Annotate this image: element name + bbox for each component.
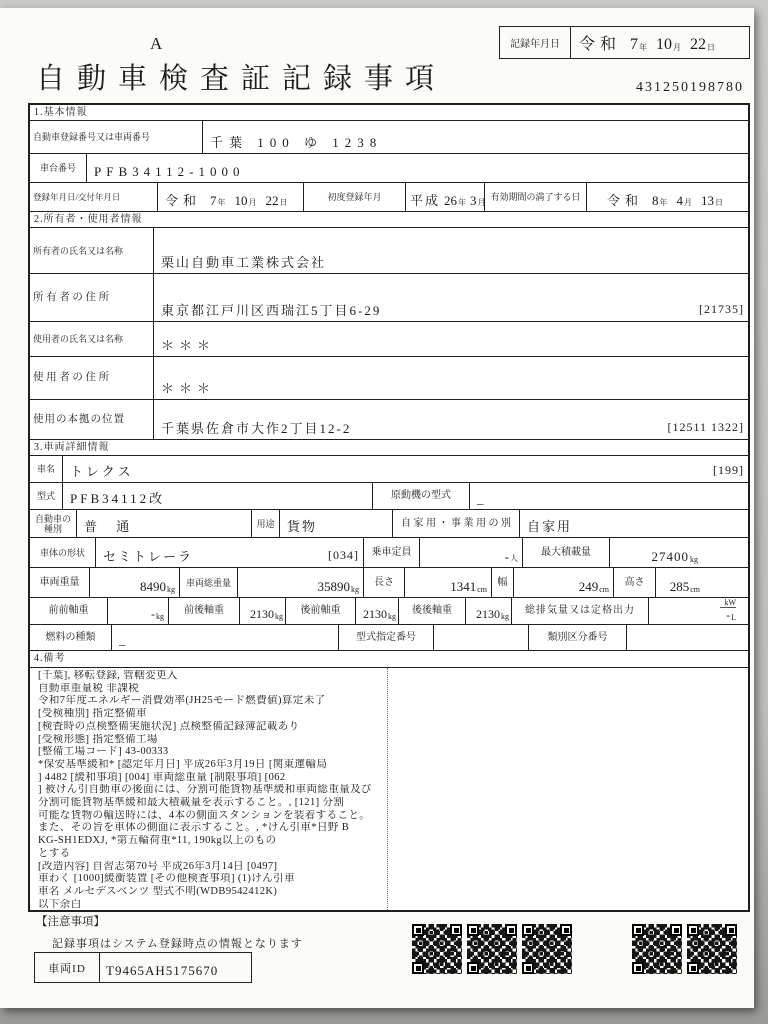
- displacement-label: 総排気量又は定格出力: [512, 598, 649, 624]
- vehicle-weight-label: 車両重量: [30, 568, 90, 597]
- remarks-text: [千葉], 移転登録, 管轄変更入 自動車重量税 非課税 令和7年度エネルギー消費効率(JH25モード燃費値)算定未了 [受検種別] 指定整備車 [検査時の点検整備実施状況] 点検整備記録簿記載あり [受検形態] 指定整備工場 [整備工場コード] 43-00333 *保安基準緩和* [認定年月日] 平成26年3月19日 [関東運輸局 ] 4482 [緩和事項] [004] 車両総重量 [制限事項] [062 ] 被けん引自動車の後面には、分割可能貨物基準緩和車両総重量及び 分割可能貨物基準緩和最大積載量を表示すること。, [121] 分割 可能な貨物の輸送時には、4本の側面スタンションを装着すること。 また、その旨を車体の側面に表示すること。, *けん引車*日野 B KG-SH1EDXJ, *第五輪荷重*11, 190kg以上のもの とする [改造内容] 自習志第70号 平成26年3月14日 [0497] 車わく [1000]緩衝装置 [その他検査事項] (1)けん引車 車名 メルセデスベンツ 型式不明(WDB9542412K) 以下余白: [30, 668, 388, 910]
- model-label: 型式: [30, 483, 63, 509]
- qr-code-icon: [412, 924, 462, 974]
- body-shape-row: [30, 538, 748, 568]
- chassis-number-label: 車台番号: [30, 154, 87, 182]
- body-shape-code: [034]: [328, 548, 359, 562]
- gross-weight-label: 車両総重量: [180, 568, 238, 597]
- axle-rr-value: 2130 kg: [466, 598, 512, 624]
- section-4-heading: 4.備考: [30, 651, 748, 668]
- axle-ff-label: 前前軸重: [30, 598, 108, 624]
- body-shape-value: セミトレーラ [034]: [96, 538, 364, 567]
- owner-name-value: 栗山自動車工業株式会社: [161, 255, 327, 270]
- remarks-area: [30, 668, 748, 910]
- user-name-row: [30, 322, 748, 357]
- user-name-label: 使用者の氏名又は名称: [30, 322, 154, 356]
- displacement-value: kW - L: [649, 598, 748, 624]
- section-1-heading: 1.基本情報: [30, 105, 748, 121]
- registration-date-label: 登録年月日/交付年月日: [30, 183, 158, 211]
- owner-address-row: [30, 274, 748, 322]
- length-label: 長さ: [364, 568, 405, 597]
- car-name-label: 車名: [30, 456, 63, 482]
- model-row: [30, 483, 748, 510]
- car-name-row: [30, 456, 748, 483]
- gross-weight-value: 35890 kg: [238, 568, 364, 597]
- fuel-value: _: [112, 625, 339, 650]
- base-location-value: 千葉県佐倉市大作2丁目12-2 [12511 1322]: [161, 420, 744, 436]
- document-number: 431250198780: [636, 80, 744, 95]
- category-number-label: 類別区分番号: [529, 625, 627, 650]
- chassis-number-row: [30, 154, 748, 183]
- owner-address-code: [21735]: [699, 302, 744, 316]
- type-designation-value: [434, 625, 529, 650]
- owner-address-value: 東京都江戸川区西瑞江5丁目6-29 [21735]: [161, 302, 744, 318]
- qr-code-group-right: [632, 924, 737, 974]
- width-label: 幅: [492, 568, 514, 597]
- record-date-label: 記録年月日: [500, 27, 571, 58]
- axle-ff-value: - kg: [108, 598, 169, 624]
- axle-rf-label: 後前軸重: [286, 598, 356, 624]
- record-date-era: 令和: [579, 36, 622, 53]
- owner-address-label: 所 有 者 の 住 所: [30, 274, 154, 321]
- qr-code-icon: [687, 924, 737, 974]
- owner-name-label: 所有者の氏名又は名称: [30, 228, 154, 273]
- expiry-date-value: 令和 8 年 4 月 13 日: [607, 193, 724, 208]
- width-value: 249 cm: [514, 568, 614, 597]
- use-value: 貨物: [280, 510, 393, 537]
- capacity-label: 乗車定員: [364, 538, 420, 567]
- body-shape-label: 車体の形状: [30, 538, 96, 567]
- document-title: 自動車検査証記録事項: [36, 63, 447, 95]
- vehicle-class-value: 普 通: [77, 510, 252, 537]
- user-address-label: 使 用 者 の 住 所: [30, 357, 154, 399]
- record-date-box: [499, 26, 750, 59]
- user-address-row: [30, 357, 748, 400]
- max-load-value: 27400 kg: [651, 549, 698, 564]
- record-date-value: 令和 7 年 10 月 22 日: [571, 27, 749, 58]
- qr-code-icon: [632, 924, 682, 974]
- registration-number-value: 千葉 100 ゆ 1238: [210, 135, 383, 150]
- fuel-row: [30, 625, 748, 651]
- base-location-code: [12511 1322]: [667, 420, 744, 434]
- weight-dimensions-row: [30, 568, 748, 598]
- document-page: [0, 8, 754, 1008]
- private-business-value: 自家用: [527, 519, 573, 534]
- axle-fr-label: 前後軸重: [169, 598, 240, 624]
- remarks-empty-column: [388, 668, 748, 910]
- capacity-value: - 人: [420, 538, 523, 567]
- engine-model-value: _: [477, 491, 484, 506]
- max-load-label: 最大積載量: [523, 538, 610, 567]
- registration-date-value: 令和 7 年 10 月 22 日: [158, 183, 304, 211]
- axle-rr-label: 後後軸重: [399, 598, 466, 624]
- base-location-row: [30, 400, 748, 440]
- notice-text: 記録事項はシステム登録時点の情報となります: [52, 938, 303, 950]
- vehicle-id-value: T9465AH5175670: [106, 963, 219, 978]
- axle-fr-value: 2130 kg: [240, 598, 286, 624]
- vehicle-weight-value: 8490 kg: [90, 568, 180, 597]
- corner-mark: A: [150, 34, 164, 53]
- registration-number-label: 自動車登録番号又は車両番号: [30, 121, 203, 153]
- type-designation-label: 型式指定番号: [339, 625, 434, 650]
- section-3-heading: 3.車両詳細情報: [30, 440, 748, 456]
- engine-model-label: 原動機の型式: [373, 483, 470, 509]
- registration-number-row: [30, 121, 748, 154]
- vehicle-id-box: [34, 952, 252, 983]
- user-address-value: ＊＊＊: [161, 381, 216, 396]
- height-value: 285 cm: [669, 579, 700, 594]
- model-value: PFB34112改: [63, 483, 373, 509]
- class-use-row: [30, 510, 748, 538]
- base-location-label: 使用の本拠の位置: [30, 400, 154, 439]
- notice-heading: 【注意事項】: [36, 916, 105, 928]
- expiry-date-label: 有効期間の満了する日: [485, 183, 587, 211]
- private-business-label: 自 家 用 ・ 事 業 用 の 別: [393, 510, 520, 537]
- axle-weights-row: [30, 598, 748, 625]
- car-name-code: [199]: [713, 463, 744, 477]
- qr-code-icon: [467, 924, 517, 974]
- dates-row: [30, 183, 748, 212]
- qr-code-icon: [522, 924, 572, 974]
- use-label: 用途: [252, 510, 280, 537]
- qr-code-group-left: [412, 924, 572, 974]
- length-value: 1341 cm: [405, 568, 492, 597]
- height-label: 高さ: [614, 568, 656, 597]
- axle-rf-value: 2130 kg: [356, 598, 399, 624]
- first-registration-label: 初度登録年月: [304, 183, 406, 211]
- owner-name-row: [30, 228, 748, 274]
- category-number-value: [627, 625, 748, 650]
- vehicle-id-label: 車両ID: [35, 953, 100, 982]
- main-table: [28, 103, 750, 912]
- fuel-label: 燃料の種類: [30, 625, 112, 650]
- section-2-heading: 2.所有者・使用者情報: [30, 212, 748, 228]
- vehicle-class-label: 自動車の種別: [30, 510, 77, 537]
- first-registration-value: 平成 26 年 3 月: [406, 183, 485, 211]
- user-name-value: ＊＊＊: [161, 338, 216, 353]
- car-name-value: トレクス [199]: [70, 463, 744, 479]
- chassis-number-value: PFB34112-1000: [94, 164, 245, 179]
